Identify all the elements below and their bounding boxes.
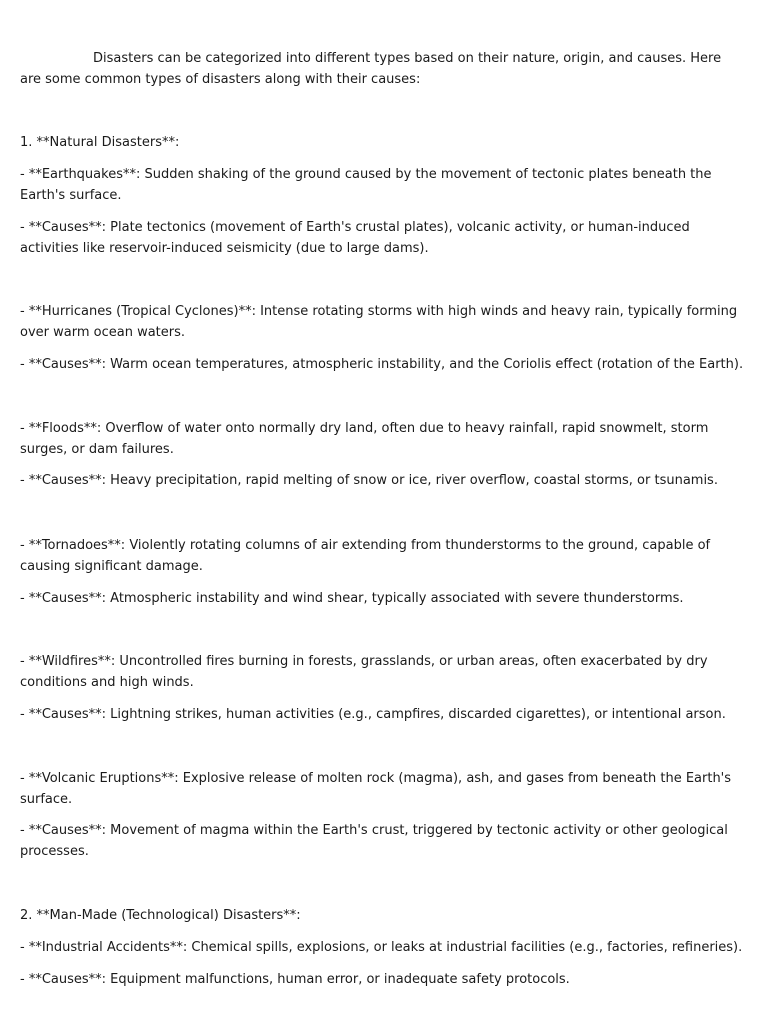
floods-causes: - **Causes**: Heavy precipitation, rapid melting of snow or ice, river overflow, coastal storms, or tsunamis. — [20, 473, 718, 488]
tornadoes-description: - **Tornadoes**: Violently rotating columns of air extending from thunderstorms to the ground, capable of causing significant damage. — [20, 538, 711, 574]
volcanic-causes: - **Causes**: Movement of magma within the Earth's crust, triggered by tectonic activity or other geological processes. — [20, 823, 728, 859]
wildfires-description: - **Wildfires**: Uncontrolled fires burning in forests, grasslands, or urban areas, often exacerbated by dry conditions and high winds. — [20, 654, 708, 690]
floods-description: - **Floods**: Overflow of water onto normally dry land, often due to heavy rainfall, rapid snowmelt, storm surges, or dam failures. — [20, 421, 709, 457]
intro-paragraph: Disasters can be categorized into different types based on their nature, origin, and causes. Here are some common types of disasters along with their causes: — [20, 51, 722, 87]
section-heading-man-made: 2. **Man-Made (Technological) Disasters**: — [20, 908, 301, 923]
earthquakes-description: - **Earthquakes**: Sudden shaking of the ground caused by the movement of tectonic plates beneath the Earth's surface. — [20, 167, 712, 203]
industrial-causes: - **Causes**: Equipment malfunctions, human error, or inadequate safety protocols. — [20, 972, 570, 987]
tornadoes-causes: - **Causes**: Atmospheric instability and wind shear, typically associated with severe thunderstorms. — [20, 591, 684, 606]
wildfires-causes: - **Causes**: Lightning strikes, human activities (e.g., campfires, discarded cigarettes), or intentional arson. — [20, 707, 726, 722]
hurricanes-description: - **Hurricanes (Tropical Cyclones)**: Intense rotating storms with high winds and heavy rain, typically forming over warm ocean waters. — [20, 304, 738, 340]
section-heading-natural: 1. **Natural Disasters**: — [20, 135, 180, 150]
industrial-description: - **Industrial Accidents**: Chemical spills, explosions, or leaks at industrial facilities (e.g., factories, refineries). — [20, 940, 743, 955]
earthquakes-causes: - **Causes**: Plate tectonics (movement of Earth's crustal plates), volcanic activity, or human-induced activities like reservoir-induced seismicity (due to large dams). — [20, 220, 690, 256]
volcanic-description: - **Volcanic Eruptions**: Explosive release of molten rock (magma), ash, and gases from beneath the Earth's surface. — [20, 771, 732, 807]
hurricanes-causes: - **Causes**: Warm ocean temperatures, atmospheric instability, and the Coriolis effect (rotation of the Earth). — [20, 357, 744, 372]
